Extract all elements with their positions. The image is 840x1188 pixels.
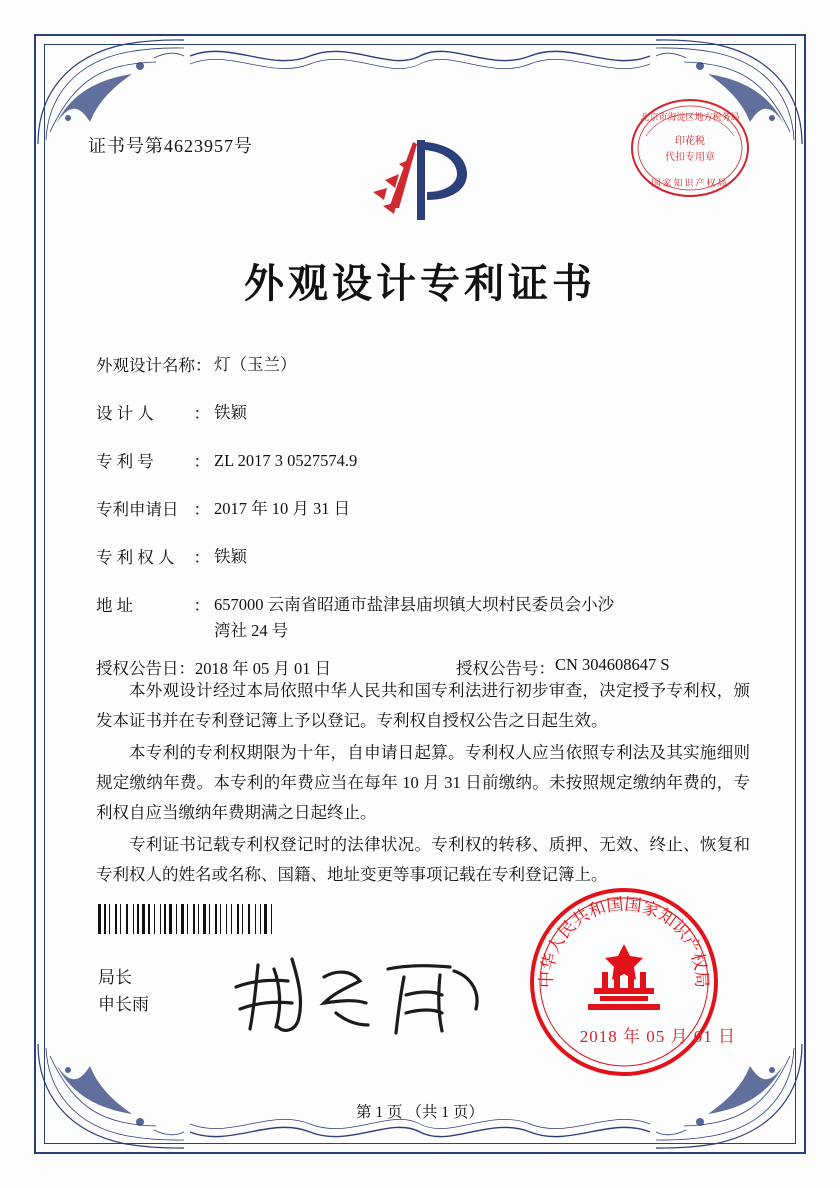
handwritten-signature-icon — [228, 951, 488, 1041]
address-line-2: 湾社 24 号 — [214, 620, 289, 640]
field-value: ZL 2017 3 0527574.9 — [214, 451, 358, 471]
field-value: 灯（玉兰） — [214, 355, 297, 374]
field-value: 铁颖 — [214, 547, 247, 567]
page-title: 外观设计专利证书 — [244, 261, 596, 307]
field-application-date — [96, 496, 750, 522]
signature-block — [98, 964, 149, 1018]
address-line-1: 657000 云南省昭通市盐津县庙坝镇大坝村民委员会小沙 — [214, 595, 615, 615]
field-patent-number — [96, 448, 750, 474]
announcement-date-value: 2018 年 05 月 01 日 — [195, 659, 332, 679]
announcement-date-label: 授权公告日 — [96, 659, 179, 679]
tax-stamp-line-4: 国家知识产权局 — [651, 179, 729, 189]
field-list — [96, 352, 750, 693]
field-label: 专利申请日 ： — [96, 500, 210, 520]
announcement-number-value: CN 304608647 S — [555, 655, 670, 675]
field-address — [96, 592, 750, 643]
announcement-number-separator: ： — [538, 659, 555, 679]
tax-stamp-line-2: 印花税 — [675, 136, 705, 147]
barcode-icon — [98, 904, 370, 934]
field-label: 专 利 号 ： — [96, 452, 210, 472]
field-label: 地 址 ： — [96, 596, 210, 616]
patent-office-logo-icon — [355, 134, 485, 226]
certificate-content — [60, 56, 780, 1132]
issue-date-stamp: 2018 年 05 月 01 日 — [579, 1027, 736, 1046]
paragraph-1: 本外观设计经过本局依照中华人民共和国专利法进行初步审查，决定授予专利权，颁发本证书并在专利登记簿上予以登记。专利权自授权公告之日起生效。 — [96, 681, 750, 731]
paragraph-2: 本专利的专利权期限为十年，自申请日起算。专利权人应当依照专利法及其实施细则规定缴纳年费。本专利的年费应当在每年 10 月 31 日前缴纳。未按照规定缴纳年费的，专利权自应当缴纳年费期满之日起终止。 — [96, 743, 750, 823]
legal-text — [96, 676, 750, 892]
field-patentee — [96, 544, 750, 570]
field-value: 铁颖 — [214, 403, 247, 423]
announcement-number-label: 授权公告号 — [456, 659, 539, 679]
page-footer: 第 1 页 （共 1 页） — [356, 1104, 484, 1121]
tax-stamp-line-1: 北京市海淀区地方税务局 — [640, 113, 740, 123]
official-round-seal-icon — [526, 884, 722, 1080]
field-design-name — [96, 352, 750, 378]
paragraph-3: 专利证书记载专利权登记时的法律状况。专利权的转移、质押、无效、终止、恢复和专利权人的姓名或名称、国籍、地址变更等事项记载在专利登记簿上。 — [96, 835, 750, 885]
signatory-name: 申长雨 — [98, 995, 149, 1015]
certificate-number: 证书号第4623957号 — [88, 136, 253, 156]
field-label: 专 利 权 人 ： — [96, 548, 210, 568]
tax-stamp-line-3: 代扣专用章 — [665, 152, 715, 163]
tax-stamp-seal — [628, 96, 752, 200]
field-value: 2017 年 10 月 31 日 — [214, 499, 351, 519]
field-label: 设 计 人 ： — [96, 404, 210, 424]
round-seal-text: 中华人民共和国国家知识产权局 — [536, 894, 712, 989]
field-designer — [96, 400, 750, 426]
field-label: 外观设计名称 ： — [96, 356, 212, 375]
signatory-title: 局长 — [98, 968, 132, 987]
field-value — [214, 592, 750, 643]
announcement-date-separator: ： — [178, 659, 195, 679]
